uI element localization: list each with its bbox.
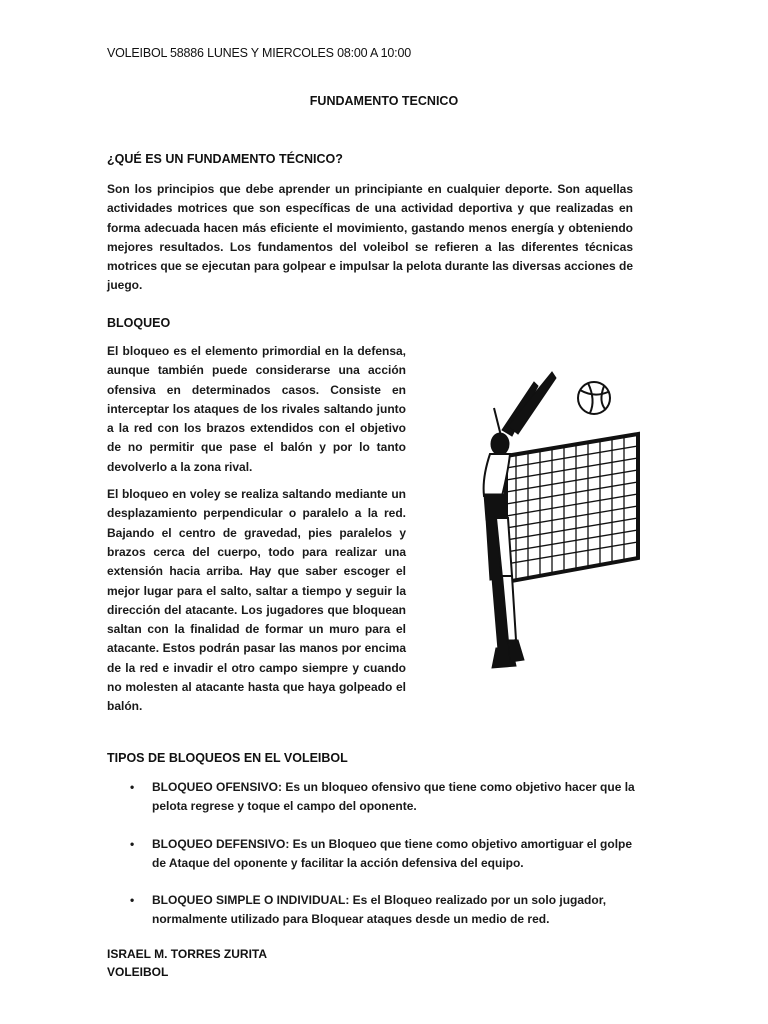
subject-name: VOLEIBOL — [107, 965, 169, 979]
footer — [107, 945, 267, 981]
bullet-icon: • — [130, 780, 135, 794]
bullet-icon: • — [130, 836, 135, 851]
list-item-text: BLOQUEO SIMPLE O INDIVIDUAL: Es el Bloqueo realizado por un solo jugador, normalmente utilizado para Bloquear ataques desde un medio de red. — [152, 893, 607, 927]
list-item — [107, 891, 647, 930]
bloqueo-heading: BLOQUEO — [107, 316, 171, 330]
bloqueo-types-list — [107, 778, 647, 948]
volleyball-icon — [578, 382, 610, 414]
list-item — [107, 835, 647, 874]
net-icon — [494, 408, 638, 582]
bloqueo-paragraph-1: El bloqueo es el elemento primordial en la defensa, aunque también puede considerarse una acción ofensiva en determinados casos. Consiste en interceptar los ataques de los rivales saltando junto a la red con los brazos extendidos con el objetivo de no permitir que pase el balón y por lo tanto devolverlo a la zona rival. — [107, 344, 406, 474]
page-title: FUNDAMENTO TECNICO — [309, 94, 459, 108]
list-item — [107, 778, 647, 817]
list-item-text: BLOQUEO DEFENSIVO: Es un Bloqueo que tiene como objetivo amortiguar el golpe de Ataque del oponente y facilitar la acción defensiva del equipo. — [152, 836, 633, 870]
author-name: ISRAEL M. TORRES ZURITA — [107, 947, 268, 961]
bloqueo-paragraph-2: El bloqueo en voley se realiza saltando mediante un desplazamiento perpendicular o paralelo a la red. Bajando el centro de gravedad, pies paralelos y brazos cerca del cuerpo, todo para realizar una extensión hacia arriba. Hay que saber escoger el mejor lugar para el salto, saltar a tiempo y seguir la dirección del atacante. Los jugadores que bloquean saltan con la finalidad de formar un muro para el atacante. Estos podrán pasar las manos por encima de la red e invadir el otro campo siempre y cuando no molesten al atacante hasta que haya golpeado el balón. — [107, 487, 406, 714]
list-item-text: BLOQUEO OFENSIVO: Es un bloqueo ofensivo que tiene como objetivo hacer que la pelota regrese y toque el campo del oponente. — [152, 780, 635, 814]
question-heading: ¿QUÉ ES UN FUNDAMENTO TÉCNICO? — [107, 152, 343, 166]
bullet-icon: • — [130, 893, 135, 908]
volleyball-block-illustration — [438, 368, 646, 678]
intro-paragraph: Son los principios que debe aprender un principiante en cualquier deporte. Son aquellas actividades motrices que son específicas de una actividad deportiva y que realizadas en forma adecuada hacen más eficiente el movimiento, gastando menos energía y obteniendo mejores resultados. Los fundamentos del voleibol se refieren a las diferentes técnicas motrices que se ejecutan para golpear e impulsar la pelota durante las diversas acciones de juego. — [107, 182, 633, 293]
tipos-heading: TIPOS DE BLOQUEOS EN EL VOLEIBOL — [107, 751, 348, 765]
player-icon — [484, 372, 556, 668]
bloqueo-text-column — [107, 342, 406, 725]
course-header: VOLEIBOL 58886 LUNES Y MIERCOLES 08:00 A 10:00 — [107, 46, 411, 60]
